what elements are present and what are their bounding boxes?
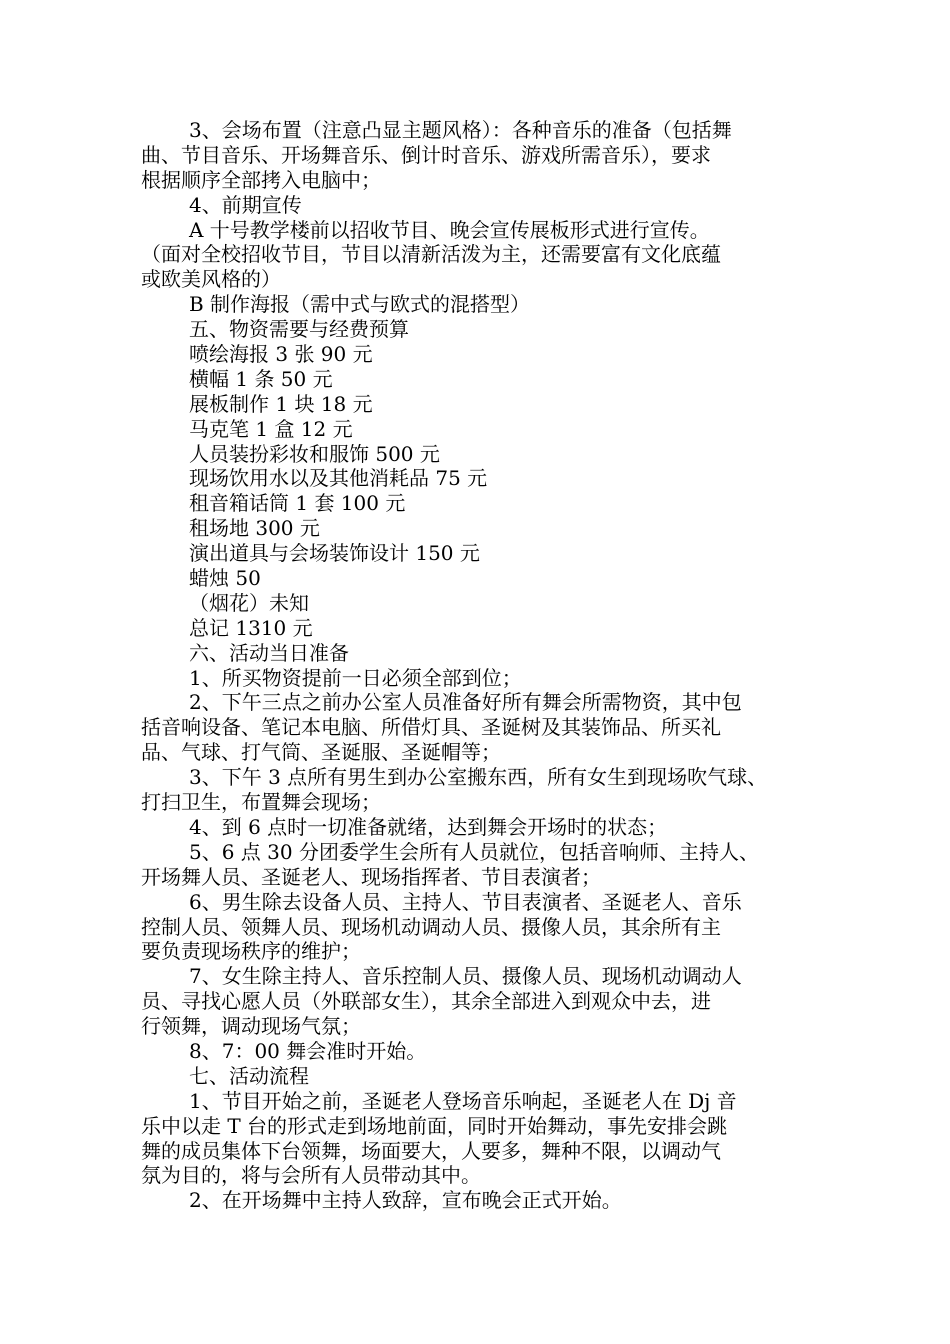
- text-line: 开场舞人员、圣诞老人、现场指挥者、节目表演者；: [141, 864, 601, 889]
- text-line: 4、到 6 点时一切准备就绪，达到舞会开场时的状态；: [189, 814, 668, 839]
- text-line: 六、活动当日准备: [189, 640, 349, 665]
- text-line: 五、物资需要与经费预算: [189, 317, 409, 342]
- text-line: 品、气球、打气筒、圣诞服、圣诞帽等；: [141, 740, 501, 765]
- text-line: 演出道具与会场装饰设计 150 元: [189, 541, 480, 566]
- text-line: 7、女生除主持人、音乐控制人员、摄像人员、现场机动调动人: [189, 964, 742, 989]
- text-line: 展板制作 1 块 18 元: [189, 391, 373, 416]
- text-line: 租场地 300 元: [189, 516, 320, 541]
- text-line: 马克笔 1 盒 12 元: [189, 416, 353, 441]
- text-line: 蜡烛 50: [189, 566, 261, 591]
- text-line: 根据顺序全部拷入电脑中；: [141, 167, 381, 192]
- text-line: 人员装扮彩妆和服饰 500 元: [189, 441, 440, 466]
- text-line: 3、会场布置（注意凸显主题风格）：各种音乐的准备（包括舞: [189, 118, 732, 142]
- text-line: 曲、节目音乐、开场舞音乐、倒计时音乐、游戏所需音乐），要求: [141, 142, 711, 167]
- text-line: 舞的成员集体下台领舞，场面要大，人要多，舞种不限，以调动气: [141, 1138, 721, 1163]
- text-line: 租音箱话筒 1 套 100 元: [189, 491, 406, 516]
- text-line: 员、寻找心愿人员（外联部女生），其余全部进入到观众中去，进: [141, 989, 711, 1014]
- text-line: B 制作海报（需中式与欧式的混搭型）: [189, 292, 531, 317]
- text-line: 要负责现场秩序的维护；: [141, 939, 361, 964]
- text-line: 七、活动流程: [189, 1063, 309, 1088]
- text-line: 2、下午三点之前办公室人员准备好所有舞会所需物资，其中包: [189, 690, 742, 715]
- text-line: 横幅 1 条 50 元: [189, 366, 333, 391]
- text-line: 括音响设备、笔记本电脑、所借灯具、圣诞树及其装饰品、所买礼: [141, 715, 721, 740]
- text-line: A 十号教学楼前以招收节目、晚会宣传展板形式进行宣传。: [189, 217, 710, 242]
- text-line: 4、前期宣传: [189, 192, 302, 217]
- text-line: 总记 1310 元: [189, 615, 313, 640]
- text-line: 3、下午 3 点所有男生到办公室搬东西，所有女生到现场吹气球、: [189, 765, 768, 790]
- text-line: 或欧美风格的）: [141, 267, 281, 292]
- text-line: 8、7：00 舞会准时开始。: [189, 1038, 427, 1063]
- text-line: 现场饮用水以及其他消耗品 75 元: [189, 466, 488, 491]
- text-line: 1、所买物资提前一日必须全部到位；: [189, 665, 522, 690]
- text-line: 喷绘海报 3 张 90 元: [189, 342, 373, 367]
- document-body: [141, 118, 821, 1213]
- text-line: 行领舞，调动现场气氛；: [141, 1014, 361, 1039]
- text-line: 2、在开场舞中主持人致辞，宣布晚会正式开始。: [189, 1188, 622, 1213]
- text-line: 5、6 点 30 分团委学生会所有人员就位，包括音响师、主持人、: [189, 839, 759, 864]
- text-line: 控制人员、领舞人员、现场机动调动人员、摄像人员，其余所有主: [141, 914, 721, 939]
- text-line: 1、节目开始之前，圣诞老人登场音乐响起，圣诞老人在 Dj 音: [189, 1088, 737, 1113]
- text-line: 氛为目的，将与会所有人员带动其中。: [141, 1163, 481, 1188]
- text-line: 打扫卫生，布置舞会现场；: [141, 790, 381, 815]
- text-line: （烟花）未知: [189, 590, 309, 615]
- text-line: 6、男生除去设备人员、主持人、节目表演者、圣诞老人、音乐: [189, 889, 742, 914]
- text-line: （面对全校招收节目，节目以清新活泼为主，还需要富有文化底蕴: [141, 242, 721, 267]
- text-line: 乐中以走 T 台的形式走到场地前面，同时开始舞动，事先安排会跳: [141, 1113, 728, 1138]
